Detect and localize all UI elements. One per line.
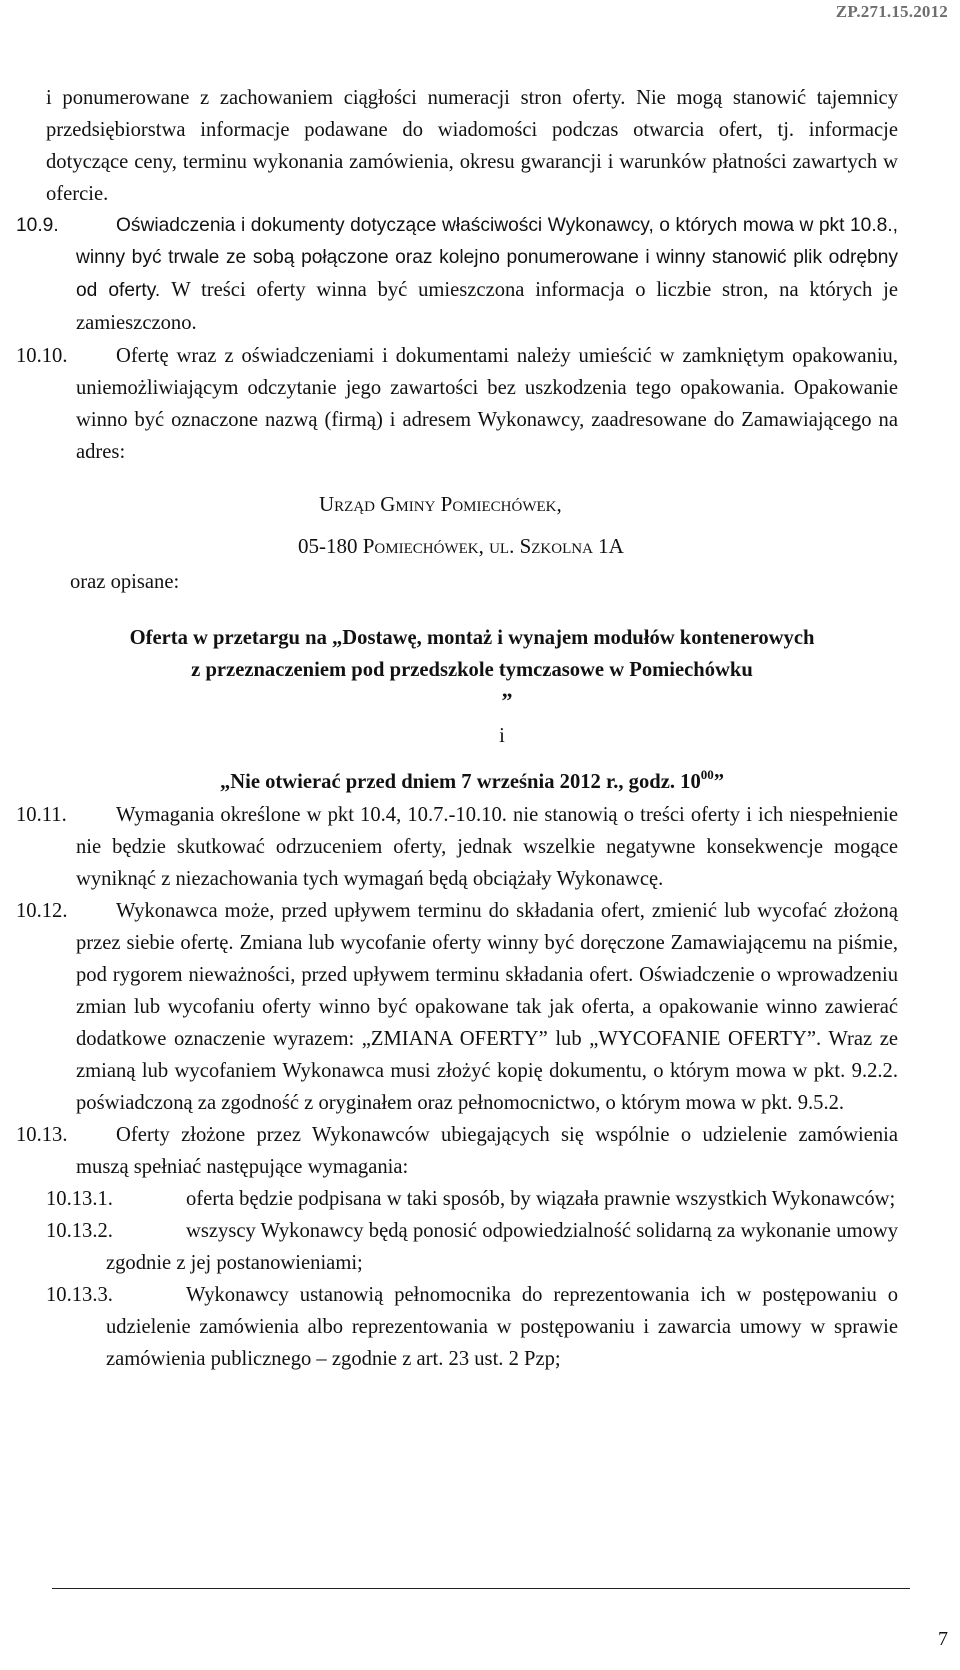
footer-divider [52,1588,910,1589]
section-number: 10.12. [16,900,68,922]
subsection-10-13-1 [46,1183,898,1215]
page-number: 7 [938,1628,948,1650]
section-10-9 [16,210,898,340]
do-not-open-minutes: 00 [700,767,714,782]
section-text: Wykonawca może, przed upływem terminu do składania ofert, zmienić lub wycofać złożoną przez siebie ofertę. Zmiana lub wycofanie oferty winny być doręczone Zamawiającemu na piśmie, pod rygorem nieważności, przed upływem terminu składania ofert. Oświadczenie o wprowadzeniu zmian lub wycofaniu oferty winno być opakowane tak jak oferta, a opakowanie winno zawierać dodatkowe oznaczenie wyrazem: „ZMIANA OFERTY” lub „WYCOFANIE OFERTY”. Wraz ze zmianą lub wycofaniem Wykonawca musi złożyć kopię dokumentu, o którym mowa w pkt. 9.2.2. poświadczoną za zgodność z oryginałem oraz pełnomocnictwo, o którym mowa w pkt. 9.5.2. [76,900,898,1114]
offer-conjunction: i [499,725,505,747]
section-10-11 [16,799,898,895]
section-10-12 [16,895,898,1119]
section-10-13 [16,1119,898,1183]
do-not-open-notice [46,758,898,799]
offer-title-line-1: Oferta w przetargu na „Dostawę, montaż i wynajem modułów kontenerowych [129,627,815,649]
subsection-number: 10.13.2. [46,1220,113,1242]
offer-title-line-2: z przeznaczeniem pod przedszkole tymczasowe w Pomiechówku [191,659,753,681]
subsection-10-13-2 [46,1215,898,1279]
subsection-text: Wykonawcy ustanowią pełnomocnika do reprezentowania ich w postępowaniu o udzielenie zamówienia albo reprezentowania w postępowaniu i zawarcia umowy w sprawie zamówienia publicznego – zgodnie z art. 23 ust. 2 Pzp; [106,1284,898,1370]
do-not-open-quote: ” [713,771,725,793]
subsection-number: 10.13.1. [46,1188,113,1210]
section-number: 10.13. [16,1124,68,1146]
document-body [16,82,898,1375]
do-not-open-text: „Nie otwierać przed dniem 7 września 2012 r., godz. 10 [219,771,701,793]
section-10-10 [16,340,898,468]
address-block [46,468,898,622]
intro-paragraph: i ponumerowane z zachowaniem ciągłości numeracji stron oferty. Nie mogą stanowić tajemnicy przedsiębiorstwa informacje podawane do wiadomości podczas otwarcia ofert, tj. informacje dotyczące ceny, terminu wykonania zamówienia, okresu gwarancji i warunków płatności zawartych w ofercie. [46,87,898,205]
section-number: 10.11. [16,804,67,826]
offer-closing-quote: ” [501,688,513,713]
section-text-continued: W treści oferty winna być umieszczona informacja o liczbie stron, na których je zamieszczono. [76,279,898,334]
section-text: Oferty złożone przez Wykonawców ubiegających się wspólnie o udzielenie zamówienia muszą spełniać następujące wymagania: [76,1124,898,1178]
document-reference: ZP.271.15.2012 [835,2,948,21]
subsection-text: oferta będzie podpisana w taki sposób, by wiązała prawnie wszystkich Wykonawców; [186,1188,896,1210]
section-text: Wymagania określone w pkt 10.4, 10.7.-10.10. nie stanowią o treści oferty i ich niespełnienie nie będzie skutkować odrzuceniem oferty, jednak wszelkie negatywne konsekwencje mogące wyniknąć z niezachowania tych wymagań będą obciążały Wykonawcę. [76,804,898,890]
section-number: 10.10. [16,345,68,367]
address-recipient: Urząd Gminy Pomiechówek, [319,492,562,516]
subsection-10-13-3 [46,1279,898,1375]
section-text: Ofertę wraz z oświadczeniami i dokumentami należy umieścić w zamkniętym opakowaniu, uniemożliwiającym odczytanie jego zawartości bez uszkodzenia tego opakowania. Opakowanie winno być oznaczone nazwą (firmą) i adresem Wykonawcy, zaadresowane do Zamawiającego na adres: [76,345,898,463]
address-street: 05-180 Pomiechówek, ul. Szkolna 1A [298,534,624,558]
subsection-text: wszyscy Wykonawcy będą ponosić odpowiedzialność solidarną za wykonanie umowy zgodnie z jej postanowieniami; [106,1220,898,1274]
subsection-number: 10.13.3. [46,1284,113,1306]
section-number: 10.9. [16,215,59,236]
section-text: Oświadczenia i dokumenty dotyczące właściwości Wykonawcy, o których mowa w pkt 10.8., winny być trwale ze sobą połączone oraz kolejno ponumerowane i winny stanowić plik odrębny od oferty. [76,215,898,301]
address-description-label: oraz opisane: [70,571,180,593]
